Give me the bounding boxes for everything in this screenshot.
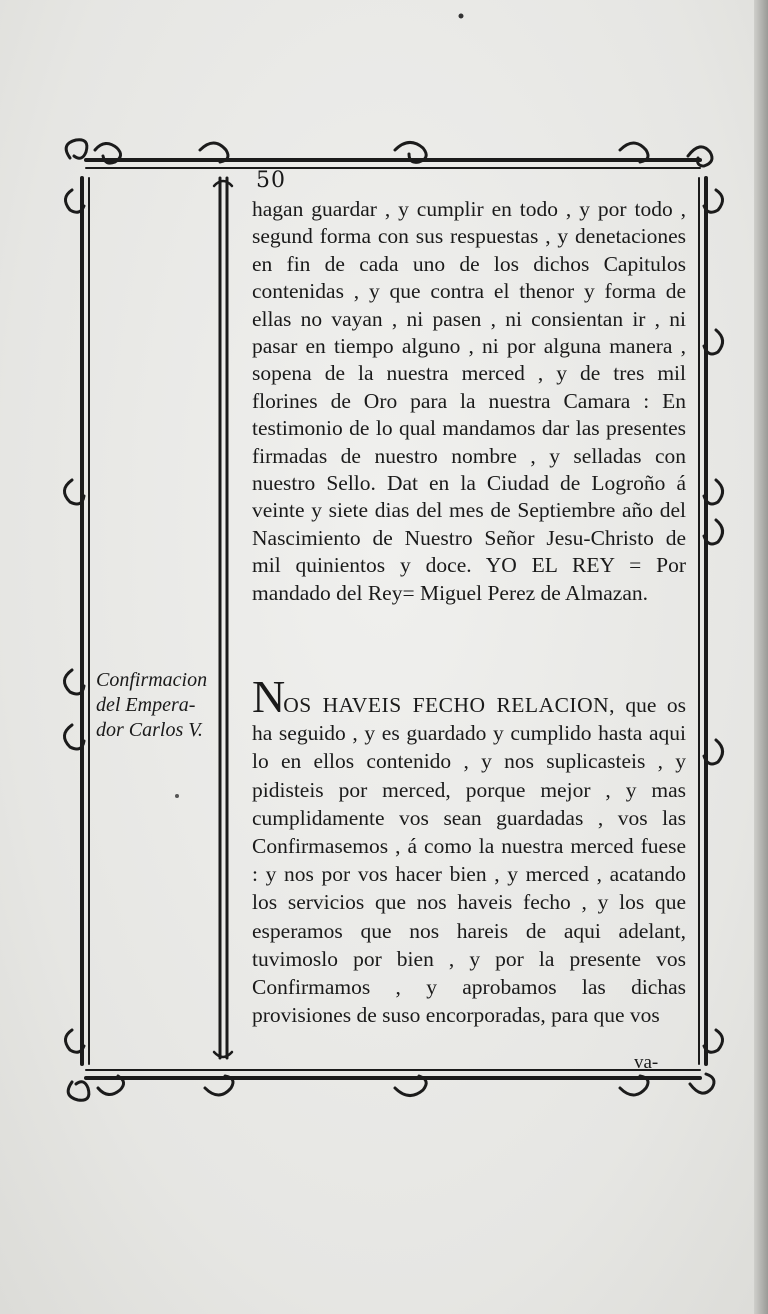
margin-note-line-3: dor Carlos V. <box>96 719 203 741</box>
paragraph-2-text: que os ha seguido , y es guardado y cumplido hasta aqui lo en ellos contenido , y nos suplicasteis , y pidisteis por merced, porque mejor , y mas cumplidamente vos sean guardadas , vos las Confirmasemos , á como la nuestra merced fuese : y nos por vos hacer bien , y merced , acatando los servicios que nos haveis fecho , y los que esperamos que nos hareis de aqui adelant, tuvimoslo por bien , y por la presente vos Confirmamos , y aprobamos las dichas provisiones de suso encorporadas, para que vos <box>252 693 686 1028</box>
margin-note <box>96 668 220 743</box>
body-paragraph-1: hagan guardar , y cumplir en todo , y por todo , segund forma con sus respuestas , y denetaciones en fin de cada uno de los dichos Capitulos contenidas , y que contra el thenor y forma de ellas no vayan , ni pasen , ni consientan ir , ni pasar en tiempo alguno , ni por alguna manera , sopena de la nuestra merced , y de tres mil florines de Oro para la nuestra Camara : En testimonio de lo qual mandamos dar las presentes firmadas de nuestro nombre , y selladas con nuestro Sello. Dat en la Ciudad de Logroño á veinte y siete dias del mes de Septiembre año del Nascimiento de Nuestro Señor Jesu-Christo de mil quinientos y doce. YO EL REY = Por mandado del Rey= Miguel Perez de Almazan. <box>252 197 686 605</box>
margin-note-line-2: del Empera- <box>96 694 196 716</box>
page-number: 50 <box>256 168 286 193</box>
catchword: va- <box>634 1052 659 1073</box>
body-paragraph-2 <box>252 671 686 1029</box>
drop-initial: N <box>252 671 284 722</box>
paragraph-caps-heading: OS HAVEIS FECHO RELACION, <box>283 693 616 717</box>
margin-note-line-1: Confirmacion <box>96 669 208 691</box>
